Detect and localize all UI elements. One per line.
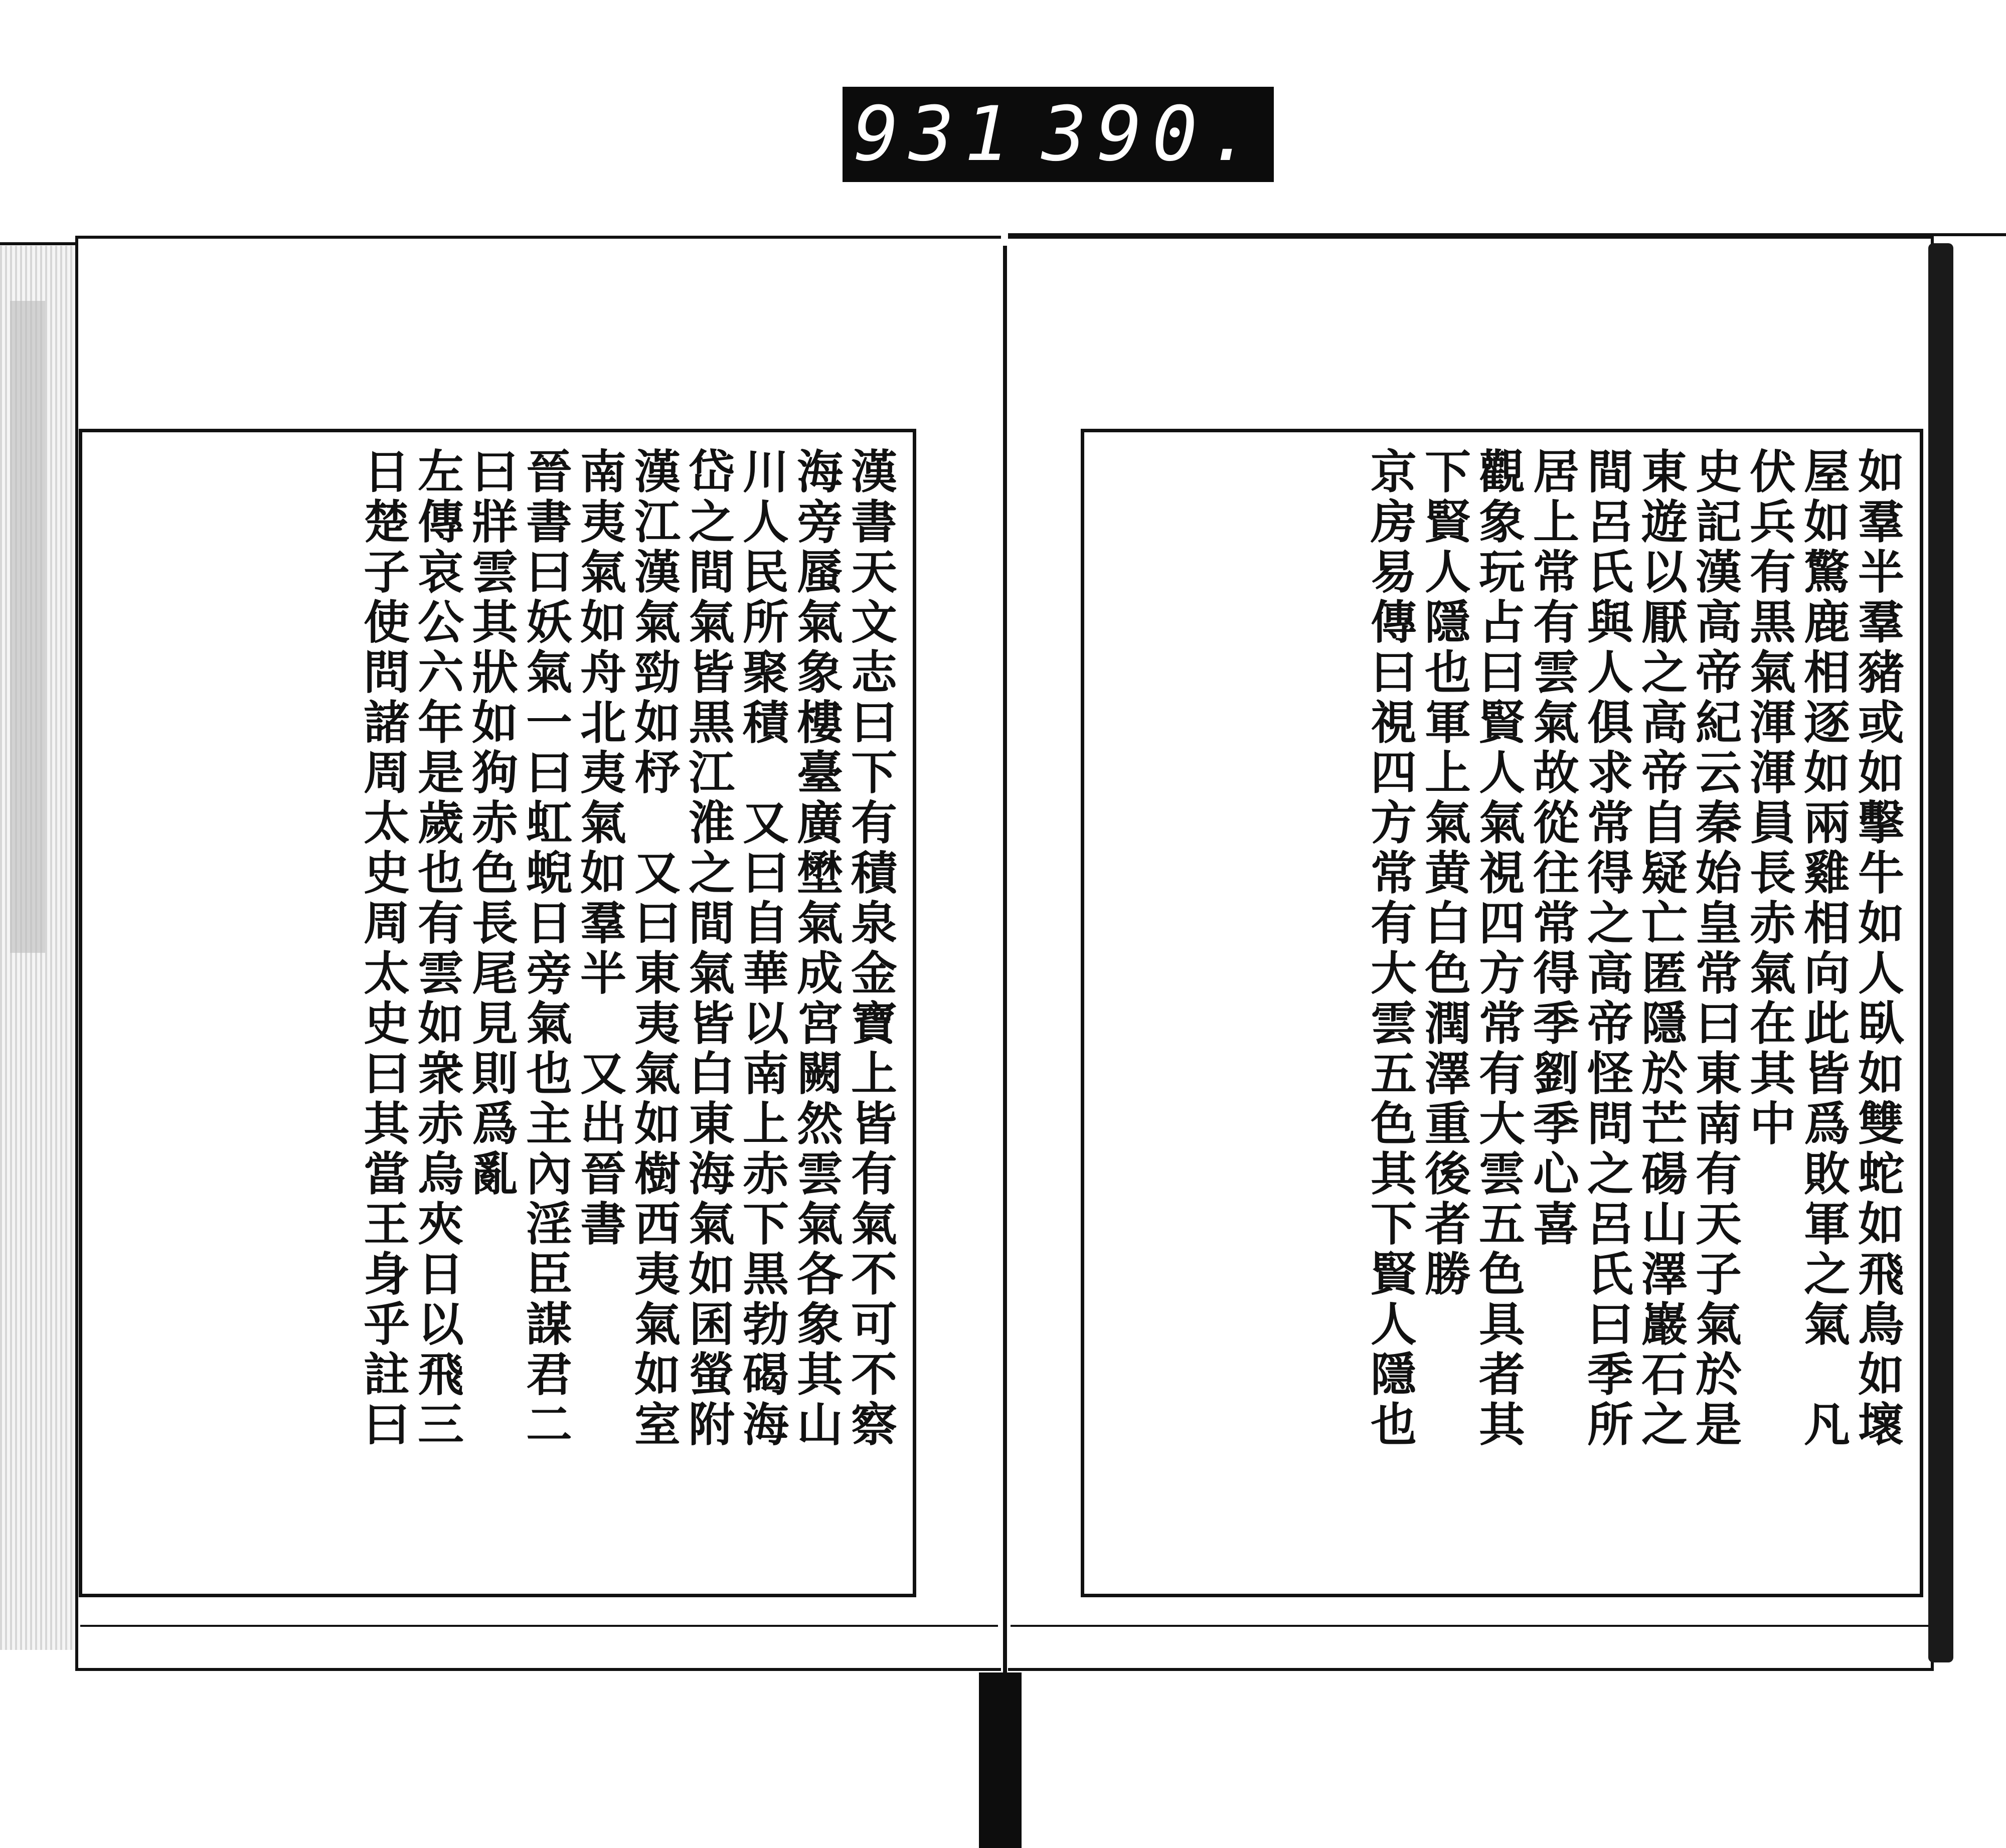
call-number-label [843, 87, 1274, 182]
right-column-5: 東遊以厭之高帝自疑亡匿隱於芒碭山澤巖石之 [1634, 447, 1688, 1450]
right-page-edge [1928, 243, 1953, 1662]
left-column-5: 漢江漢氣勁如杼 又曰東夷氣如樹西夷氣如室 [627, 447, 681, 1450]
right-column-6: 間呂氏與人俱求常得之高帝怪問之呂氏曰季所 [1580, 447, 1634, 1450]
right-bottom-rule [1011, 1625, 1928, 1627]
left-text-frame [79, 429, 916, 1597]
right-text-frame [1081, 429, 1923, 1597]
left-column-2: 海旁蜃氣象樓臺廣壄氣成宮闕然雲氣各象其山 [789, 447, 844, 1450]
call-number-left: 931 [853, 91, 1020, 178]
gutter-binding-block [979, 1672, 1022, 1848]
left-edge-smudge [10, 301, 45, 953]
right-column-4: 史記漢高帝紀云秦始皇常曰東南有天子氣於是 [1688, 447, 1742, 1450]
right-column-10: 京房易傳曰視四方常有大雲五色其下賢人隱也 [1363, 447, 1417, 1450]
left-column-7: 晉書曰妖氣一曰虹蜺日旁氣也主內淫臣謀君二 [519, 447, 573, 1450]
left-column-10: 日楚子使問諸周太史周太史曰其當王身乎註曰 [356, 447, 410, 1450]
right-column-2: 屋如驚鹿相逐如兩雞相向此皆爲敗軍之氣 凡 [1796, 447, 1851, 1450]
left-bottom-rule [80, 1625, 998, 1627]
right-text-block [1099, 447, 1905, 1579]
right-column-7: 居上常有雲氣故從往常得季劉季心喜 [1526, 447, 1580, 1250]
right-column-3: 伏兵有黒氣渾渾員長赤氣在其中 [1742, 447, 1796, 1149]
gutter-line [1003, 246, 1007, 1845]
left-column-9: 左傳哀公六年是歲也有雲如衆赤烏夾日以飛三 [410, 447, 464, 1450]
left-text-block [97, 447, 898, 1579]
left-column-8: 曰牂雲其狀如狗赤色長尾見則爲亂 [464, 447, 519, 1200]
left-column-6: 南夷氣如舟北夷氣如羣半 又出晉書 [573, 447, 627, 1250]
left-column-3: 川人民所聚積 又曰自華以南上赤下黒勃碣海 [735, 447, 789, 1450]
right-column-8: 觀象玩占曰賢人氣視四方常有大雲五色具者其 [1471, 447, 1526, 1450]
left-column-4: 岱之間氣皆黒江淮之間氣皆白東海氣如囷螢附 [681, 447, 735, 1450]
right-column-1: 如羣半羣豬或如擊牛如人臥如雙蛇如飛鳥如壞 [1851, 447, 1905, 1450]
call-number-right: 390. [1041, 91, 1263, 178]
right-column-9: 下賢人隱也軍上氣黄白色潤澤重後者勝 [1417, 447, 1471, 1300]
left-column-1: 漢書天文志曰下有積泉金寶上皆有氣不可不察 [844, 447, 898, 1450]
